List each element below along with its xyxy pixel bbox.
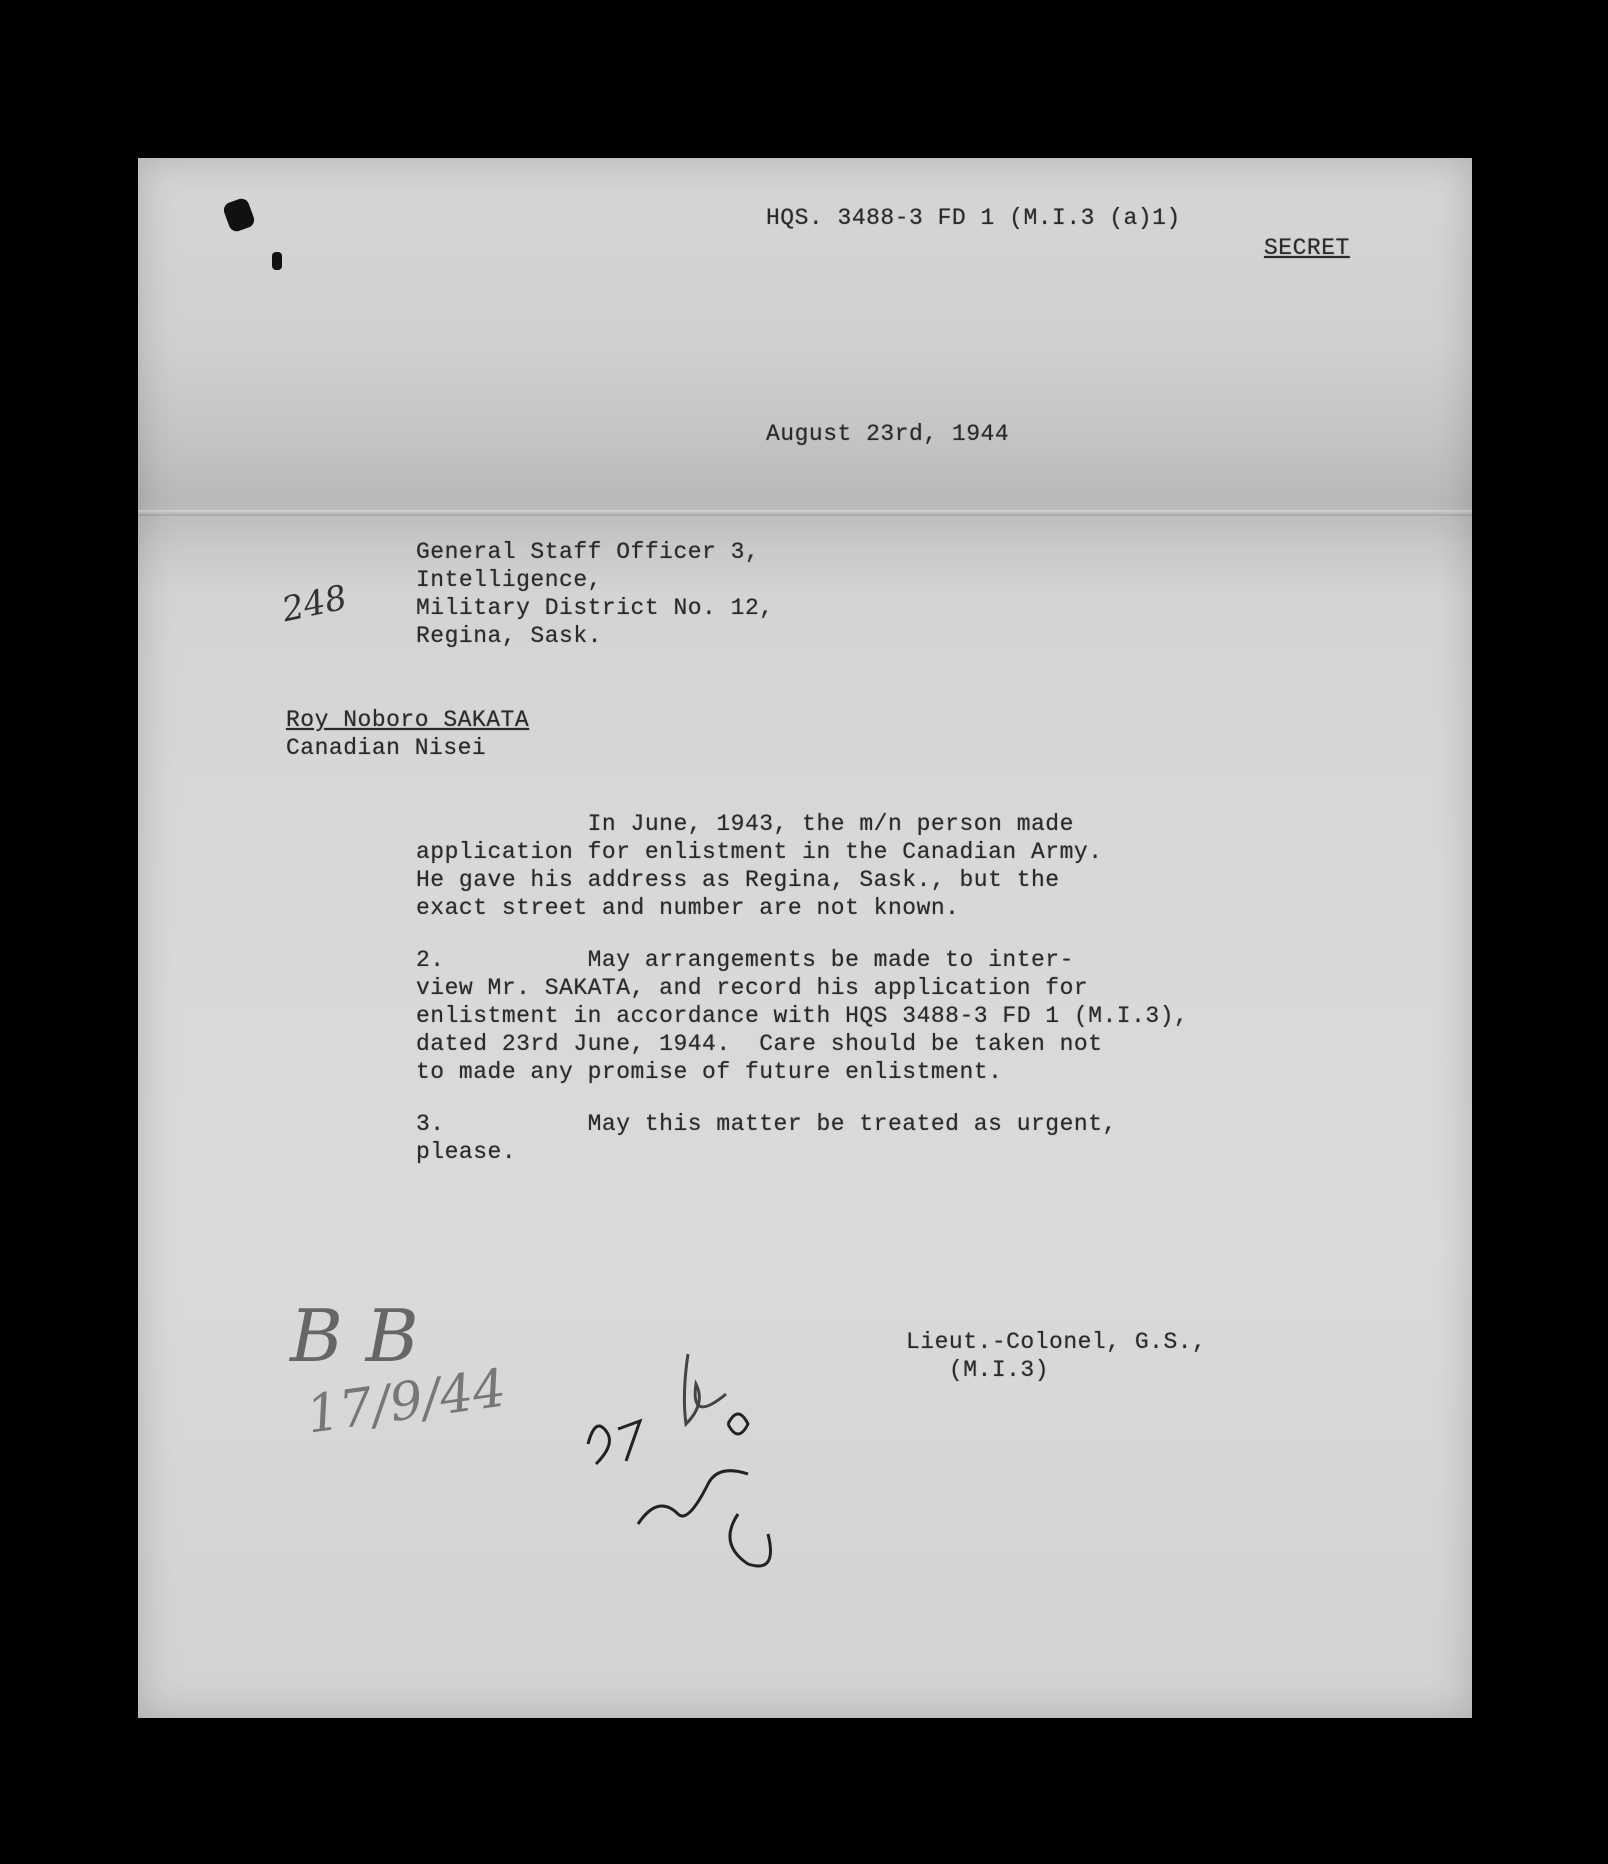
punch-hole-mark-small	[272, 252, 282, 270]
subject-description: Canadian Nisei	[286, 735, 487, 761]
document-page	[138, 158, 1472, 1718]
addressee-line: Regina, Sask.	[416, 623, 602, 649]
addressee-line: Military District No. 12,	[416, 595, 774, 621]
letter-date: August 23rd, 1944	[766, 421, 1010, 447]
handwritten-initials: B B	[290, 1294, 419, 1378]
addressee-line: General Staff Officer 3,	[416, 539, 760, 565]
body-paragraph-3: 3. May this matter be treated as urgent, please.	[416, 1111, 1117, 1165]
handwritten-initials-date: 17/9/44	[302, 1358, 510, 1446]
signature-title: Lieut.-Colonel, G.S.,	[906, 1329, 1207, 1355]
handwritten-signature-mark	[578, 1334, 798, 1584]
signature-unit: (M.I.3)	[906, 1357, 1050, 1383]
classification-label: SECRET	[1264, 235, 1350, 261]
punch-hole-mark	[222, 196, 257, 233]
addressee-block	[416, 538, 774, 650]
subject-block	[286, 706, 529, 762]
fold-line	[138, 510, 1472, 516]
file-reference: HQS. 3488-3 FD 1 (M.I.3 (a)1)	[766, 205, 1181, 231]
addressee-line: Intelligence,	[416, 567, 602, 593]
body-paragraph-2: 2. May arrangements be made to inter- view Mr. SAKATA, and record his application for enlistment in accordance with HQS 3488-3 FD 1 (M.I.3), dated 23rd June, 1944. Care should be taken not to made any promise of future enlistment.	[416, 947, 1189, 1085]
signature-block	[906, 1328, 1206, 1384]
subject-name: Roy Noboro SAKATA	[286, 707, 530, 733]
handwritten-file-number: 248	[278, 577, 351, 631]
body-paragraph-1: In June, 1943, the m/n person made application for enlistment in the Canadian Army. He gave his address as Regina, Sask., but the exact street and number are not known.	[416, 811, 1103, 921]
